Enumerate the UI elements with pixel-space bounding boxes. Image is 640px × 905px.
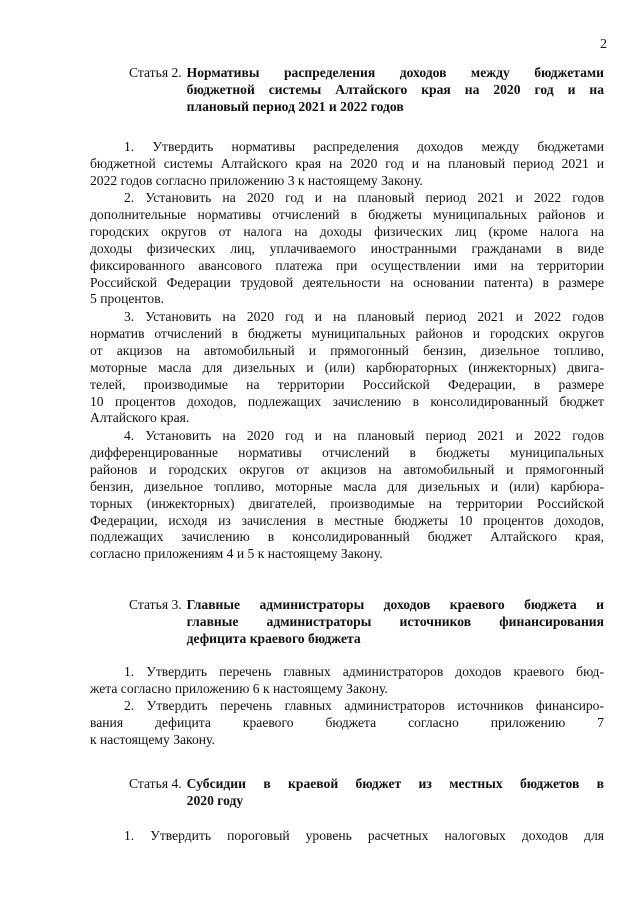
article-title [187, 775, 604, 809]
text-line: телей, производимые на территории Российской Федерации, в размере [90, 376, 604, 392]
text-line: 1. Утвердить нормативы распределения доходов между бюджетами [124, 139, 604, 154]
article-title [187, 64, 604, 115]
text-line: моторные масла для дизельных и (или) карбюраторных (инжекторных) двига- [90, 359, 604, 375]
title-line: дефицита краевого бюджета [186, 631, 361, 646]
text-line: 4. Установить на 2020 год и на плановый период 2021 и 2022 годов [124, 428, 604, 443]
text-line: 2. Установить на 2020 год и на плановый период 2021 и 2022 годов [124, 190, 604, 205]
text-line: 5 процентов. [90, 291, 165, 307]
text-line: от акцизов на автомобильный и прямогонный бензин, дизельное топливо, [90, 342, 604, 358]
paragraph-3-2 [90, 698, 604, 749]
text-line: Российской Федерации трудовой деятельности на основании патента) в размере [90, 274, 604, 290]
text-line: 2. Утвердить перечень главных администраторов источников финансиро- [124, 698, 604, 713]
paragraph-2-3 [90, 309, 604, 427]
paragraph-2-1 [90, 139, 604, 190]
text-line: вания дефицита краевого бюджета согласно приложению 7 [90, 714, 604, 730]
title-line: бюджетной системы Алтайского края на 2020 год и на [186, 82, 604, 97]
title-line: Субсидии в краевой бюджет из местных бюджетов в [186, 776, 604, 791]
text-line: бензин, дизельное топливо, моторные масла для дизельных и (или) карбюра- [90, 478, 604, 494]
text-line: доходы физических лиц, уплачиваемого иностранными гражданами в виде [90, 240, 604, 256]
article-3-heading [129, 596, 604, 647]
paragraph-4-1 [90, 828, 604, 845]
text-line: дифференцированные нормативы отчислений в бюджеты муниципальных [90, 444, 604, 460]
paragraph-2-2 [90, 190, 604, 308]
article-label: Статья 3. [129, 597, 182, 612]
title-line: Нормативы распределения доходов между бюджетами [186, 65, 604, 80]
text-line: 1. Утвердить пороговый уровень расчетных налоговых доходов для [124, 828, 604, 843]
title-line: главные администраторы источников финансирования [186, 614, 604, 629]
text-line: 10 процентов доходов, подлежащих зачислению в консолидированный бюджет [90, 393, 604, 409]
text-line: жета согласно приложению 6 к настоящему Закону. [90, 680, 388, 696]
text-line: фиксированного авансового платежа при осуществлении ими на территории [90, 257, 604, 273]
text-line: Федерации, исходя из зачисления в местные бюджеты 10 процентов доходов, [90, 512, 604, 528]
page-number: 2 [600, 37, 607, 52]
text-line: дополнительные нормативы отчислений в бюджеты муниципальных районов и [90, 206, 604, 222]
text-line: 2022 годов согласно приложению 3 к настоящему Закону. [90, 172, 423, 188]
article-label: Статья 2. [129, 65, 182, 80]
text-line: торных (инжекторных) двигателей, производимые на территории Российской [90, 495, 604, 511]
text-line: бюджетной системы Алтайского края на 2020 год и на плановый период 2021 и [90, 155, 604, 171]
text-line: к настоящему Закону. [90, 731, 215, 747]
text-line: согласно приложениям 4 и 5 к настоящему Закону. [90, 546, 383, 562]
text-line: подлежащих зачислению в консолидированный бюджет Алтайского края, [90, 529, 604, 545]
text-line: норматив отчислений в бюджеты муниципальных районов и городских округов [90, 325, 604, 341]
paragraph-3-1 [90, 664, 604, 698]
article-title [187, 596, 604, 647]
text-line: городских округов от налога на доходы физических лиц (кроме налога на [90, 223, 604, 239]
text-line: 1. Утвердить перечень главных администраторов доходов краевого бюд- [124, 664, 604, 679]
title-line: 2020 году [186, 793, 244, 808]
title-line: плановый период 2021 и 2022 годов [186, 99, 404, 114]
article-2-heading [129, 64, 604, 115]
text-line: 3. Установить на 2020 год и на плановый период 2021 и 2022 годов [124, 309, 604, 324]
article-4-heading [129, 775, 604, 809]
article-label: Статья 4. [129, 776, 182, 791]
text-line: Алтайского края. [90, 410, 190, 426]
paragraph-2-4 [90, 428, 604, 563]
text-line: районов и городских округов от акцизов на автомобильный и прямогонный [90, 461, 604, 477]
title-line: Главные администраторы доходов краевого бюджета и [186, 597, 604, 612]
